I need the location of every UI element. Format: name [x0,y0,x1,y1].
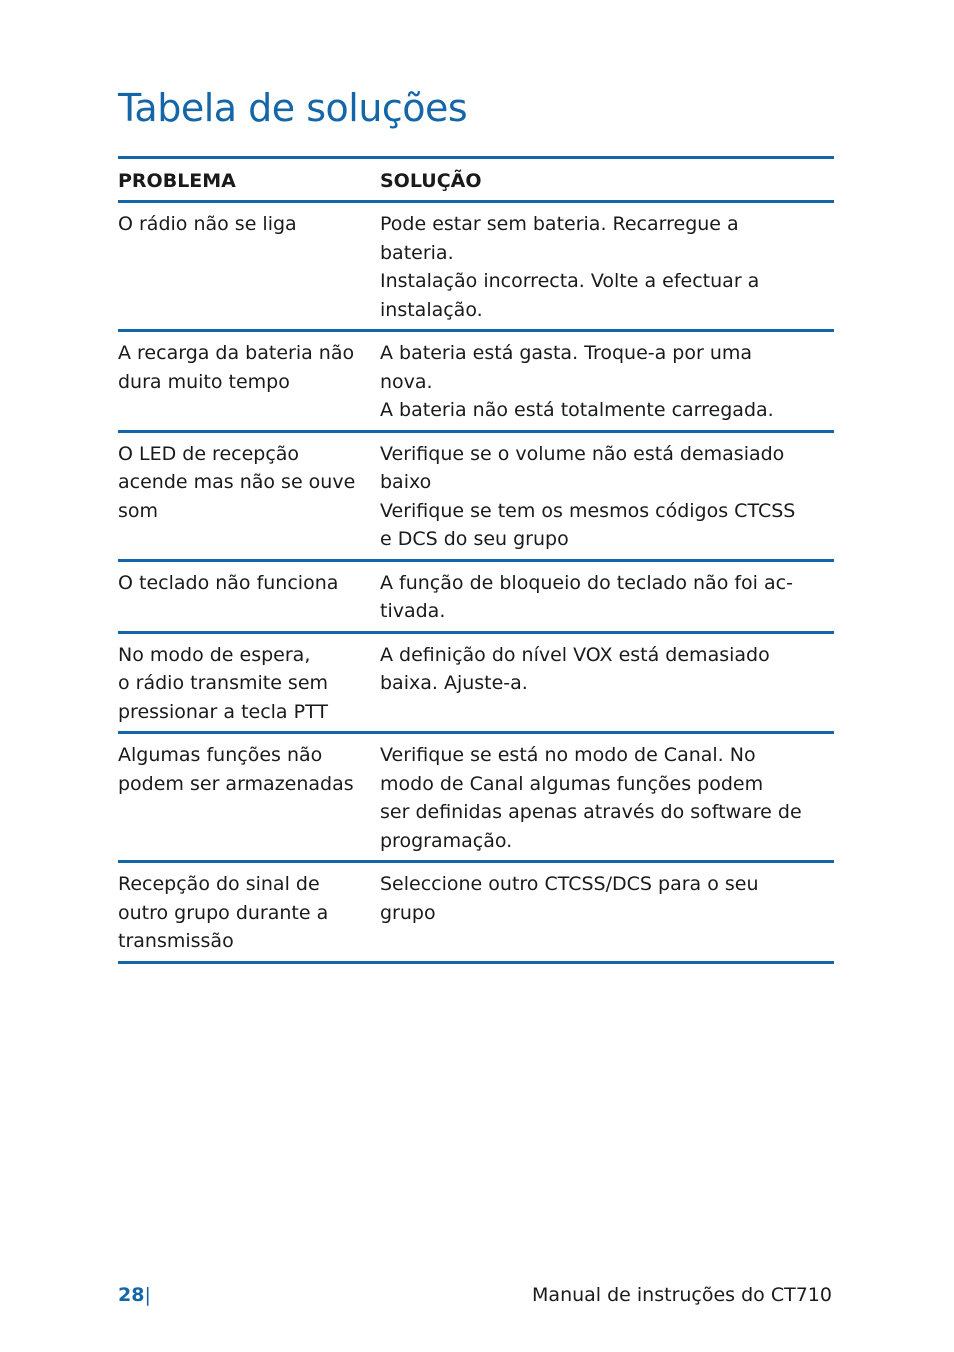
table-row [118,202,834,331]
footer-manual-title: Manual de instruções do CT710 [532,1284,832,1306]
problem-text-line: O LED de recepção [118,442,300,465]
problem-text-line: dura muito tempo [118,370,290,393]
problem-cell [118,331,380,432]
solution-cell [380,431,834,560]
problem-text-line: podem ser armazenadas [118,772,354,795]
problem-text-line: O rádio não se liga [118,213,297,235]
solution-text-line: A bateria não está totalmente carregada. [380,399,774,421]
solution-text-line: baixo [380,471,432,493]
solution-text-line: Verifique se está no modo de Canal. No [380,744,756,766]
solution-cell [380,733,834,862]
page-separator: | [144,1284,151,1306]
solution-text-line: Verifique se tem os mesmos códigos CTCSS [380,499,796,522]
solution-cell [380,331,834,432]
problem-cell [118,862,380,963]
solution-cell [380,632,834,733]
solution-text-line: A função de bloqueio do teclado não foi ac- [380,571,793,594]
solution-cell [380,862,834,963]
table-row [118,560,834,632]
table-body [118,202,834,963]
page-title: Tabela de soluções [118,86,468,130]
problem-text-line: o rádio transmite sem [118,672,329,694]
problem-text-line: O teclado não funciona [118,571,339,594]
solution-text-line: programação. [380,829,513,852]
problem-text-line: A recarga da bateria não [118,342,355,364]
problem-text-line: No modo de espera, [118,643,311,666]
problem-cell [118,632,380,733]
problem-cell [118,560,380,632]
solution-text-line: tivada. [380,600,446,622]
solution-text-line: bateria. [380,241,454,264]
solutions-table-container [118,156,834,964]
table-row [118,862,834,963]
solution-cell [380,202,834,331]
problem-text-line: som [118,499,159,522]
table-row [118,632,834,733]
header-solution: SOLUÇÃO [380,158,834,202]
problem-text-line: transmissão [118,930,234,952]
table-row [118,431,834,560]
solution-text-line: Pode estar sem bateria. Recarregue a [380,213,739,235]
solution-text-line: modo de Canal algumas funções podem [380,772,764,795]
solution-text-line: instalação. [380,298,483,321]
problem-cell [118,431,380,560]
table-row [118,331,834,432]
solution-text-line: grupo [380,901,436,924]
solution-text-line: A definição do nível VOX está demasiado [380,643,770,666]
solution-text-line: nova. [380,370,433,393]
solution-text-line: A bateria está gasta. Troque-a por uma [380,342,753,364]
table-header-row [118,158,834,202]
solution-text-line: Verifique se o volume não está demasiado [380,442,785,465]
problem-text-line: Recepção do sinal de [118,873,320,895]
solution-text-line: ser definidas apenas através do software de [380,801,802,823]
page-number: 28 [118,1284,145,1306]
problem-cell [118,202,380,331]
solution-cell [380,560,834,632]
problem-cell [118,733,380,862]
solution-text-line: baixa. Ajuste-a. [380,672,528,694]
problem-text-line: Algumas funções não [118,744,323,766]
solution-text-line: e DCS do seu grupo [380,528,569,550]
problem-text-line: acende mas não se ouve [118,471,356,493]
footer-page-number [118,1284,151,1306]
solutions-table [118,156,834,964]
table-row [118,733,834,862]
solution-text-line: Seleccione outro CTCSS/DCS para o seu [380,873,759,895]
header-problem: PROBLEMA [118,158,380,202]
problem-text-line: pressionar a tecla PTT [118,700,328,723]
solution-text-line: Instalação incorrecta. Volte a efectuar a [380,270,760,292]
problem-text-line: outro grupo durante a [118,901,329,924]
